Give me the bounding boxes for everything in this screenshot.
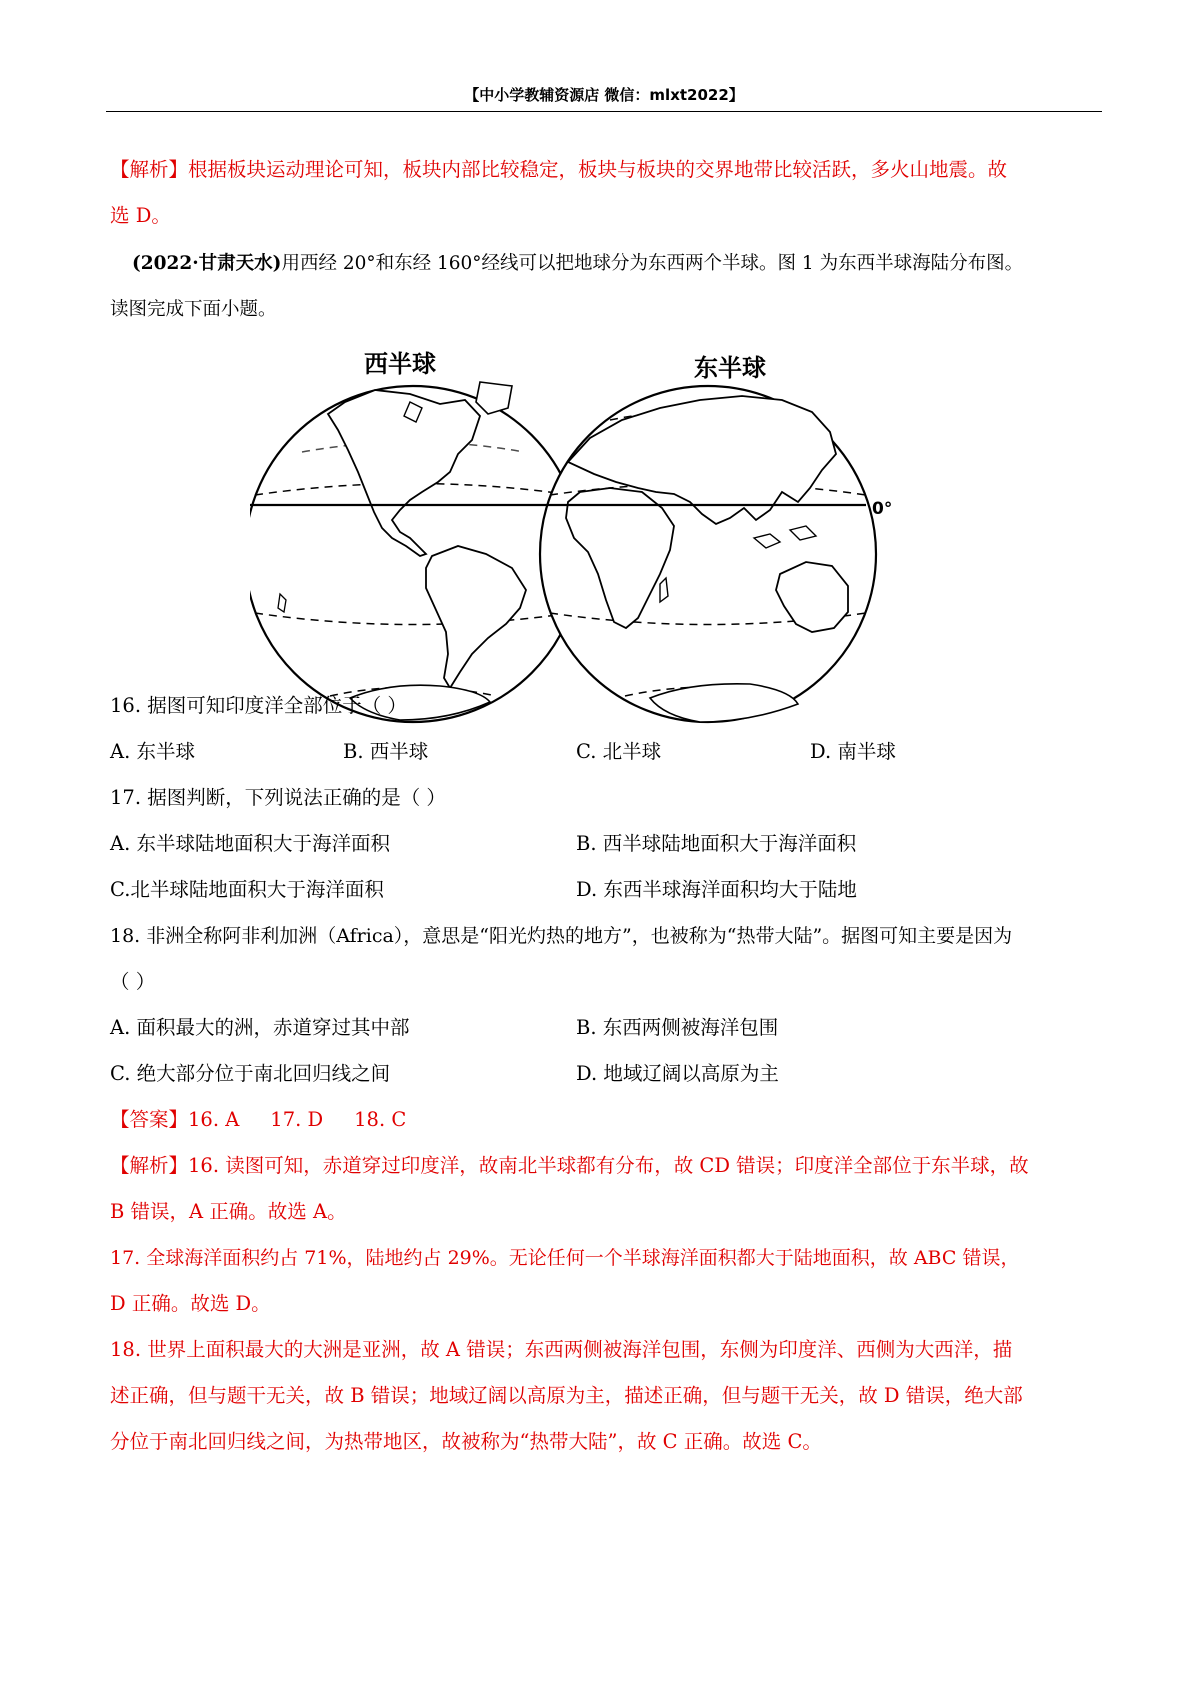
analysis-17-line-2: D 正确。故选 D。	[110, 1292, 271, 1315]
q16-option-d: D. 南半球	[810, 740, 896, 763]
answer-label: 【答案】	[110, 1108, 189, 1131]
analysis-16-text: 16. 读图可知，赤道穿过印度洋，故南北半球都有分布，故 CD 错误；印度洋全部位于东半球，故	[188, 1154, 1029, 1177]
intro-line-1	[132, 252, 1023, 276]
answer-line	[110, 1108, 406, 1132]
hemisphere-map	[250, 342, 970, 737]
q16-option-b: B. 西半球	[343, 740, 429, 763]
intro-text: 用西经 20°和东经 160°经线可以把地球分为东西两个半球。图 1 为东西半球海陆分布图。	[281, 253, 1024, 274]
prev-analysis-text: 根据板块运动理论可知，板块内部比较稳定，板块与板块的交界地带比较活跃，多火山地震。故	[188, 158, 1008, 181]
analysis-17-line-1: 17. 全球海洋面积约占 71%，陆地约占 29%。无论任何一个半球海洋面积都大于陆地面积，故 ABC 错误，	[110, 1247, 1020, 1269]
analysis-18-line-2: 述正确，但与题干无关，故 B 错误；地域辽阔以高原为主，描述正确，但与题干无关，故 D 错误，绝大部	[110, 1384, 1023, 1407]
prev-analysis-label: 【解析】	[110, 158, 189, 181]
q18-option-b: B. 东西两侧被海洋包围	[576, 1016, 779, 1039]
analysis-16-line-1	[110, 1154, 1029, 1178]
q17-option-b: B. 西半球陆地面积大于海洋面积	[576, 832, 857, 855]
analysis-label: 【解析】	[110, 1154, 189, 1177]
q17-option-a: A. 东半球陆地面积大于海洋面积	[110, 832, 390, 855]
intro-line-2: 读图完成下面小题。	[110, 299, 277, 320]
prev-analysis-line-2: 选 D。	[110, 204, 171, 227]
prev-analysis-line-1	[110, 158, 1007, 182]
equator-label: 0°	[872, 499, 893, 519]
q18-option-c: C. 绝大部分位于南北回归线之间	[110, 1062, 391, 1085]
east-hemisphere	[540, 386, 876, 722]
question-source: (2022·甘肃天水)	[132, 253, 282, 274]
q17-option-d: D. 东西半球海洋面积均大于陆地	[576, 878, 857, 901]
east-hemisphere-title: 东半球	[694, 354, 766, 382]
q18-option-a: A. 面积最大的洲，赤道穿过其中部	[110, 1016, 410, 1039]
header-rule	[106, 111, 1102, 112]
analysis-18-line-1: 18. 世界上面积最大的大洲是亚洲，故 A 错误；东西两侧被海洋包围，东侧为印度洋、西侧为大西洋，描	[110, 1338, 1013, 1361]
west-hemisphere	[250, 382, 581, 722]
q16-option-c: C. 北半球	[576, 740, 662, 763]
q17-option-c: C.北半球陆地面积大于海洋面积	[110, 878, 384, 901]
q16-option-a: A. 东半球	[110, 740, 195, 763]
analysis-16-line-2: B 错误，A 正确。故选 A。	[110, 1200, 347, 1223]
q16-stem: 16. 据图可知印度洋全部位于（ ）	[110, 694, 407, 717]
west-hemisphere-title: 西半球	[364, 350, 436, 378]
analysis-18-line-3: 分位于南北回归线之间，为热带地区，故被称为“热带大陆”，故 C 正确。故选 C。	[110, 1430, 822, 1453]
page-header: 【中小学教辅资源店 微信：mlxt2022】	[464, 86, 744, 104]
q18-stem-line-2: （ ）	[110, 970, 156, 993]
answer-text: 16. A 17. D 18. C	[188, 1108, 407, 1131]
q17-stem: 17. 据图判断，下列说法正确的是（ ）	[110, 786, 446, 809]
q18-stem-line-1: 18. 非洲全称阿非利加洲（Africa），意思是“阳光灼热的地方”，也被称为“热带大陆”。据图可知主要是因为	[110, 925, 1013, 947]
q18-option-d: D. 地域辽阔以高原为主	[576, 1062, 779, 1085]
